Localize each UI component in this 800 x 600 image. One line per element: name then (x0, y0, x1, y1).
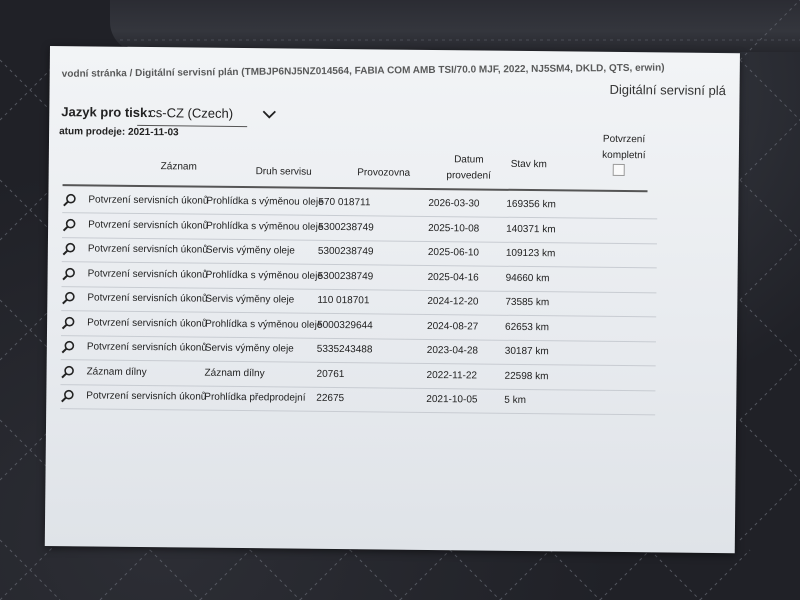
cell-druh-servisu: Servis výměny oleje (205, 244, 295, 257)
cell-zaznam: Potvrzení servisních úkonů (87, 243, 208, 256)
magnifier-icon[interactable] (62, 242, 76, 259)
breadcrumb: vodní stránka / Digitální servisní plán (TMBJP6NJ5NZ014564, FABIA COM AMB TSI/70.0 MJF, 2022, NJ5SM4, DKLD, QTS, erwin) (61, 62, 665, 80)
column-header-potvrzeni-line1: Potvrzení (602, 133, 646, 146)
cell-stav-km: 140371 km (506, 223, 556, 235)
cell-provozovna: 5300238749 (318, 221, 374, 233)
cell-druh-servisu: Servis výměny oleje (205, 293, 295, 306)
magnifier-icon[interactable] (60, 389, 74, 406)
cell-datum: 2021-10-05 (426, 393, 478, 406)
cell-datum: 2025-10-08 (428, 222, 480, 235)
print-language-select[interactable] (149, 105, 277, 121)
cell-datum: 2023-04-28 (426, 344, 479, 357)
complete-checkbox[interactable] (613, 164, 625, 176)
cell-provozovna: 5300238749 (317, 245, 374, 258)
cell-stav-km: 73585 km (505, 296, 550, 309)
cell-provozovna: 570 018711 (318, 196, 371, 209)
column-header-provozovna: Provozovna (357, 167, 411, 179)
cell-zaznam: Záznam dílny (86, 365, 147, 378)
cell-zaznam: Potvrzení servisních úkonů (87, 292, 208, 305)
print-language-label: Jazyk pro tisk: (61, 104, 152, 121)
magnifier-icon[interactable] (62, 193, 76, 210)
service-plan-printout (45, 46, 740, 553)
cell-stav-km: 109123 km (505, 247, 556, 260)
print-language-value: cs-CZ (Czech) (149, 105, 234, 121)
cell-stav-km: 62653 km (505, 321, 550, 333)
cell-druh-servisu: Prohlídka s výměnou oleje (205, 269, 323, 282)
cell-datum: 2024-12-20 (427, 295, 479, 308)
magnifier-icon[interactable] (62, 218, 76, 235)
cell-provozovna: 110 018701 (317, 294, 370, 307)
magnifier-icon[interactable] (61, 316, 75, 333)
cell-druh-servisu: Záznam dílny (204, 367, 265, 379)
cell-zaznam: Potvrzení servisních úkonů (87, 316, 208, 330)
cell-druh-servisu: Prohlídka s výměnou oleje (206, 195, 324, 208)
column-header-stav-km: Stav km (510, 158, 547, 171)
cell-provozovna: 5335243488 (316, 343, 373, 356)
cell-druh-servisu: Servis výměny oleje (204, 342, 294, 355)
column-header-zaznam: Záznam (160, 161, 197, 173)
page-title: Digitální servisní plá (609, 81, 726, 99)
magnifier-icon[interactable] (60, 365, 74, 382)
cell-zaznam: Potvrzení servisních úkonů (87, 267, 208, 281)
cell-provozovna: 5300238749 (317, 270, 374, 282)
magnifier-icon[interactable] (62, 267, 76, 284)
cell-stav-km: 22598 km (504, 370, 549, 382)
cell-zaznam: Potvrzení servisních úkonů (88, 194, 209, 207)
cell-stav-km: 5 km (504, 394, 527, 407)
column-header-datum-line1: Datum (454, 154, 484, 166)
cell-datum: 2026-03-30 (428, 197, 480, 210)
cell-druh-servisu: Prohlídka předprodejní (204, 391, 306, 404)
cell-zaznam: Potvrzení servisních úkonů (88, 218, 209, 232)
sale-date: atum prodeje: 2021-11-03 (59, 126, 179, 139)
cell-provozovna: 22675 (316, 392, 345, 405)
column-header-druh-servisu: Druh servisu (255, 166, 312, 178)
cell-zaznam: Potvrzení servisních úkonů (86, 390, 207, 403)
cell-provozovna: 5000329644 (317, 319, 373, 331)
cell-druh-servisu: Prohlídka s výměnou oleje (206, 220, 324, 233)
cell-zaznam: Potvrzení servisních úkonů (86, 341, 207, 354)
column-header-potvrzeni-line2: kompletní (602, 149, 646, 162)
cell-datum: 2024-08-27 (427, 320, 479, 332)
cell-stav-km: 169356 km (506, 198, 556, 211)
cell-druh-servisu: Prohlídka s výměnou oleje (205, 318, 323, 331)
magnifier-icon[interactable] (61, 340, 75, 357)
cell-datum: 2022-11-22 (426, 369, 478, 381)
cell-datum: 2025-06-10 (427, 246, 480, 259)
chevron-down-icon (261, 109, 277, 119)
column-header-datum-line2: provedení (446, 170, 491, 182)
cell-stav-km: 30187 km (504, 345, 549, 358)
magnifier-icon[interactable] (61, 291, 75, 308)
cell-datum: 2025-04-16 (427, 271, 479, 284)
column-header-potvrzeni (584, 132, 664, 165)
cell-stav-km: 94660 km (505, 272, 550, 284)
cell-provozovna: 20761 (316, 368, 345, 380)
